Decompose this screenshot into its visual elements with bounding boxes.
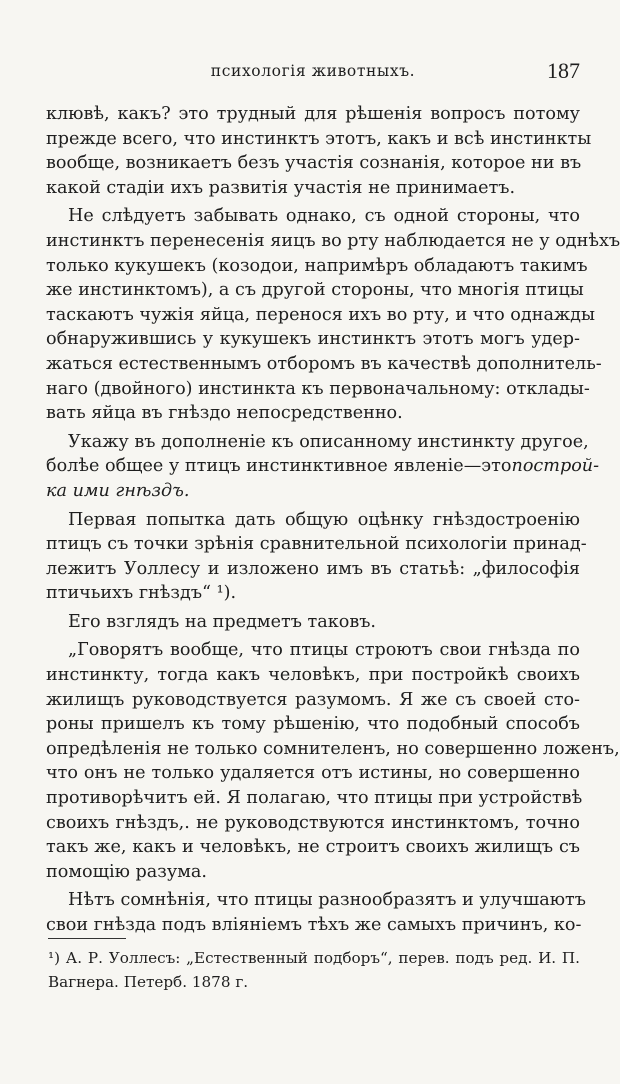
text-line: такъ же, какъ и человѣкъ, не строитъ своихъ жилищъ съ — [46, 837, 580, 858]
paragraph — [46, 430, 600, 504]
text-line: Первая попытка дать общую оцѣнку гнѣздостроенію — [68, 509, 580, 530]
text-line: инстинкту, тогда какъ человѣкъ, при постройкѣ своихъ — [46, 665, 580, 686]
text-line: Не слѣдуетъ забывать однако, съ одной стороны, что — [68, 206, 580, 227]
text-line: вать яйца въ гнѣздо непосредственно. — [46, 403, 403, 424]
text-line: жаться естественнымъ отборомъ въ качествѣ дополнитель- — [46, 353, 602, 374]
text-line: клювѣ, какъ? это трудный для рѣшенія вопросъ потому — [46, 104, 580, 124]
text-line: что онъ не только удаляется отъ истины, но совершенно — [46, 763, 580, 784]
paragraph — [46, 204, 620, 425]
running-head: психологія животныхъ. — [210, 62, 416, 80]
text-segment: болѣе общее у птицъ инстинктивное явленіе—это — [46, 456, 512, 477]
book-page — [46, 0, 620, 1084]
footnote-divider — [48, 938, 126, 939]
text-line: же инстинктомъ), а съ другой стороны, что многія птицы — [46, 280, 584, 301]
footnote-line: Вагнера. Петерб. 1878 г. — [48, 973, 249, 991]
text-line: Укажу въ дополненіе къ описанному инстинкту другое, — [68, 431, 589, 452]
emphasis-line: ка ими гнѣздъ. — [46, 480, 190, 501]
text-line: помощію разума. — [46, 861, 207, 882]
text-line — [46, 454, 600, 479]
text-line: инстинктъ перенесенія яицъ во рту наблюдается не у однѣхъ — [46, 230, 620, 251]
text-line: только кукушекъ (козодои, напримѣръ обладаютъ такимъ — [46, 255, 588, 276]
text-line: „Говорятъ вообще, что птицы строютъ свои гнѣзда по — [68, 640, 580, 661]
body-text — [46, 102, 620, 938]
text-line: лежитъ Уоллесу и изложено имъ въ статьѣ: „философія — [46, 558, 580, 579]
text-line: обнаружившись у кукушекъ инстинктъ этотъ могъ удер- — [46, 329, 580, 350]
text-line: Нѣтъ сомнѣнія, что птицы разнообразятъ и улучшаютъ — [68, 890, 586, 911]
text-line: таскаютъ чужія яйца, перенося ихъ во рту, и что однажды — [46, 304, 595, 325]
text-line: свои гнѣзда подъ вліяніемъ тѣхъ же самыхъ причинъ, ко- — [46, 915, 582, 935]
text-line: птичьихъ гнѣздъ“ ¹). — [46, 583, 237, 604]
text-line: роны пришелъ къ тому рѣшенію, что подобный способъ — [46, 714, 580, 735]
text-line: наго (двойного) инстинкта къ первоначальному: отклады- — [46, 378, 590, 399]
text-line: птицъ съ точки зрѣнія сравнительной психологіи принад- — [46, 534, 587, 555]
text-line: жилищъ руководствуется разумомъ. Я же съ своей сто- — [46, 689, 580, 710]
text-line: опредѣленія не только сомнителенъ, но совершенно ложенъ, — [46, 738, 620, 759]
text-line: Его взглядъ на предметъ таковъ. — [68, 611, 377, 632]
paragraph — [46, 508, 587, 606]
text-line: своихъ гнѣздъ,. не руководствуются инстинктомъ, точно — [46, 812, 580, 833]
footnotes — [48, 946, 580, 994]
page-number: 187 — [547, 58, 580, 83]
footnote-line: ¹) А. Р. Уоллесъ: „Естественный подборъ“, перев. подъ ред. И. П. — [48, 949, 580, 967]
text-line: вообще, возникаетъ безъ участія сознанія, которое ни въ — [46, 153, 582, 174]
text-line: прежде всего, что инстинктъ этотъ, какъ и всѣ инстинкты — [46, 128, 592, 149]
text-line: какой стадіи ихъ развитія участія не принимаетъ. — [46, 177, 516, 198]
paragraph — [46, 888, 586, 937]
paragraph — [46, 638, 620, 884]
emphasis-text: построй- — [511, 456, 600, 477]
paragraph — [46, 102, 592, 200]
paragraph — [46, 610, 580, 635]
page-header — [46, 58, 580, 88]
text-line: противорѣчитъ ей. Я полагаю, что птицы при устройствѣ — [46, 788, 583, 809]
